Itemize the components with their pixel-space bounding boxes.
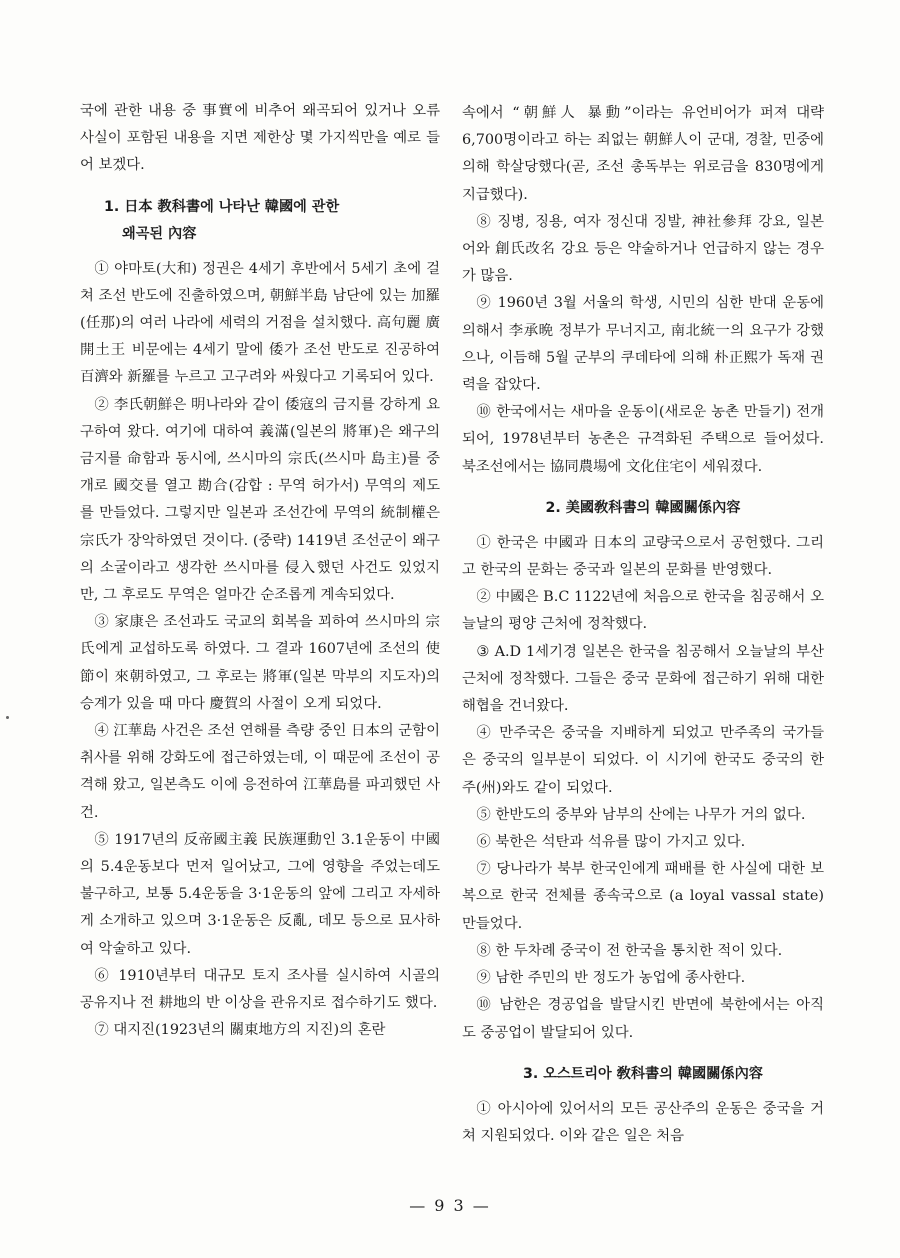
paragraph: ⑩ 남한은 경공업을 발달시킨 반면에 북한에서는 아직도 중공업이 발달되어 있다. <box>462 997 824 1041</box>
paragraph: 국에 관한 내용 중 事實에 비추어 왜곡되어 있거나 오류 사실이 포함된 내용을 지면 제한상 몇 가지씩만을 예로 들어 보겠다. <box>80 103 440 174</box>
paragraph: ⑧ 한 두차례 중국이 전 한국을 통치한 적이 있다. <box>476 942 783 959</box>
paragraph: ③ A.D 1세기경 일본은 한국을 침공해서 오늘날의 부산 근처에 정착했다. 그들은 중국 문화에 접근하기 위해 대한 해협을 건너왔다. <box>462 643 824 715</box>
paragraph: 속에서 “朝鮮人 暴動”이라는 유언비어가 퍼져 대략 6,700명이라고 하는 죄없는 朝鮮人이 군대, 경찰, 민중에 의해 학살당했다(곧, 조선 총독부는 위로금을 830명에게 지급했다). <box>462 105 824 203</box>
paragraph: ④ 만주국은 중국을 지배하게 되었고 만주족의 국가들은 중국의 일부분이 되었다. 이 시기에 한국도 중국의 한 주(州)와도 같이 되었다. <box>462 725 824 796</box>
paragraph: ① 야마토(大和) 정권은 4세기 후반에서 5세기 초에 걸쳐 조선 반도에 진출하였으며, 朝鮮半島 남단에 있는 加羅(任那)의 여러 나라에 세력의 거점을 설치했다. 高句麗 廣開土王 비문에는 4세기 말에 倭가 조선 반도로 진공하여 百濟와 新羅를 누르고 고구려와 싸웠다고 기록되어 있다. <box>80 260 440 386</box>
page-number: — 9 3 — <box>409 1196 491 1215</box>
paragraph: ⑧ 징병, 징용, 여자 정신대 징발, 神社參拜 강요, 일본어와 創氏改名 강요 등은 약술하거나 언급하지 않는 경우가 많음. <box>462 213 824 285</box>
paragraph: ⑦ 대지진(1923년의 關東地方의 지진)의 혼란 <box>94 1022 386 1039</box>
paragraph: ⑤ 1917년의 反帝國主義 民族運動인 3.1운동이 中國의 5.4운동보다 먼저 일어났고, 그에 영향을 주었는데도 불구하고, 보통 5.4운동을 3·1운동의 앞에 그리고 자세하게 소개하고 있으며 3·1운동은 反亂, 데모 등으로 묘사하여 악술하고 있다. <box>80 831 440 957</box>
paragraph: ② 中國은 B.C 1122년에 처음으로 한국을 침공해서 오늘날의 평양 근처에 정착했다. <box>462 589 824 633</box>
paragraph: ⑦ 당나라가 북부 한국인에게 패배를 한 사실에 대한 보복으로 한국 전체를 종속국으로 (a loyal vassal state) 만들었다. <box>462 861 824 932</box>
paragraph: ① 한국은 中國과 日本의 교량국으로서 공헌했다. 그리고 한국의 문화는 중국과 일본의 문화를 반영했다. <box>462 534 824 579</box>
section-heading <box>80 194 440 248</box>
right-column <box>462 100 824 1150</box>
section-heading <box>462 495 824 522</box>
paragraph: ⑨ 1960년 3월 서울의 학생, 시민의 심한 반대 운동에 의해서 李承晩 정부가 무너지고, 南北統一의 요구가 강했으나, 이듬해 5월 군부의 쿠데타에 의해 朴正熙가 독재 권력을 잡았다. <box>462 295 824 394</box>
paragraph: ⑩ 한국에서는 새마을 운동이(새로운 농촌 만들기) 전개되어, 1978년부터 농촌은 규격화된 주택으로 들어섰다. 북조선에서는 協同農場에 文化住宅이 세워졌다. <box>462 404 824 475</box>
section-heading-line: 왜곡된 內容 <box>122 225 197 242</box>
section-heading <box>462 1061 824 1088</box>
paragraph: ④ 江華島 사건은 조선 연해를 측량 중인 日本의 군함이 취사를 위해 강화도에 접근하였는데, 이 때문에 조선이 공격해 왔고, 일본측도 이에 응전하여 江華島를 파괴했던 사건. <box>80 723 440 821</box>
left-column <box>80 98 440 1045</box>
section-heading-line: 2. 美國敎科書의 韓國關係內容 <box>545 499 741 516</box>
paragraph: ⑨ 남한 주민의 반 정도가 농업에 종사한다. <box>476 970 746 987</box>
paragraph: ⑤ 한반도의 중부와 남부의 산에는 나무가 거의 없다. <box>476 806 806 823</box>
section-heading-line: 1. 日本 教科書에 나타난 韓國에 관한 <box>104 198 340 215</box>
paragraph: ③ 家康은 조선과도 국교의 회복을 꾀하여 쓰시마의 宗氏에게 교섭하도록 하였다. 그 결과 1607년에 조선의 使節이 來朝하였고, 그 후로는 將軍(일본 막부의 지도자)의 승계가 있을 때 마다 慶賀의 사절이 오게 되었다. <box>80 614 440 712</box>
paragraph: ② 李氏朝鮮은 明나라와 같이 倭寇의 금지를 강하게 요구하여 왔다. 여기에 대하여 義滿(일본의 將軍)은 왜구의 금지를 命함과 동시에, 쓰시마의 宗氏(쓰시마 島主)를 중개로 國交를 열고 勘合(감합 : 무역 허가서) 무역의 제도를 만들었다. 그렇지만 일본과 조선간에 무역의 統制權은 宗氏가 장악하였던 것이다. (중략) 1419년 조선군이 왜구의 소굴이라고 생각한 쓰시마를 侵入했던 사건도 있었지만, 그 후로도 무역은 얼마간 순조롭게 계속되었다. <box>80 396 440 604</box>
scan-speck <box>6 716 9 719</box>
paragraph: ⑥ 1910년부터 대규모 토지 조사를 실시하여 시골의 공유지나 전 耕地의 반 이상을 관유지로 접수하기도 했다. <box>80 967 440 1012</box>
paragraph: ⑥ 북한은 석탄과 석유를 많이 가지고 있다. <box>476 834 746 851</box>
section-heading-line: 3. 오스트리아 敎科書의 韓國關係內容 <box>523 1065 763 1082</box>
paragraph: ① 아시아에 있어서의 모든 공산주의 운동은 중국을 거쳐 지원되었다. 이와 같은 일은 처음 <box>462 1100 824 1144</box>
